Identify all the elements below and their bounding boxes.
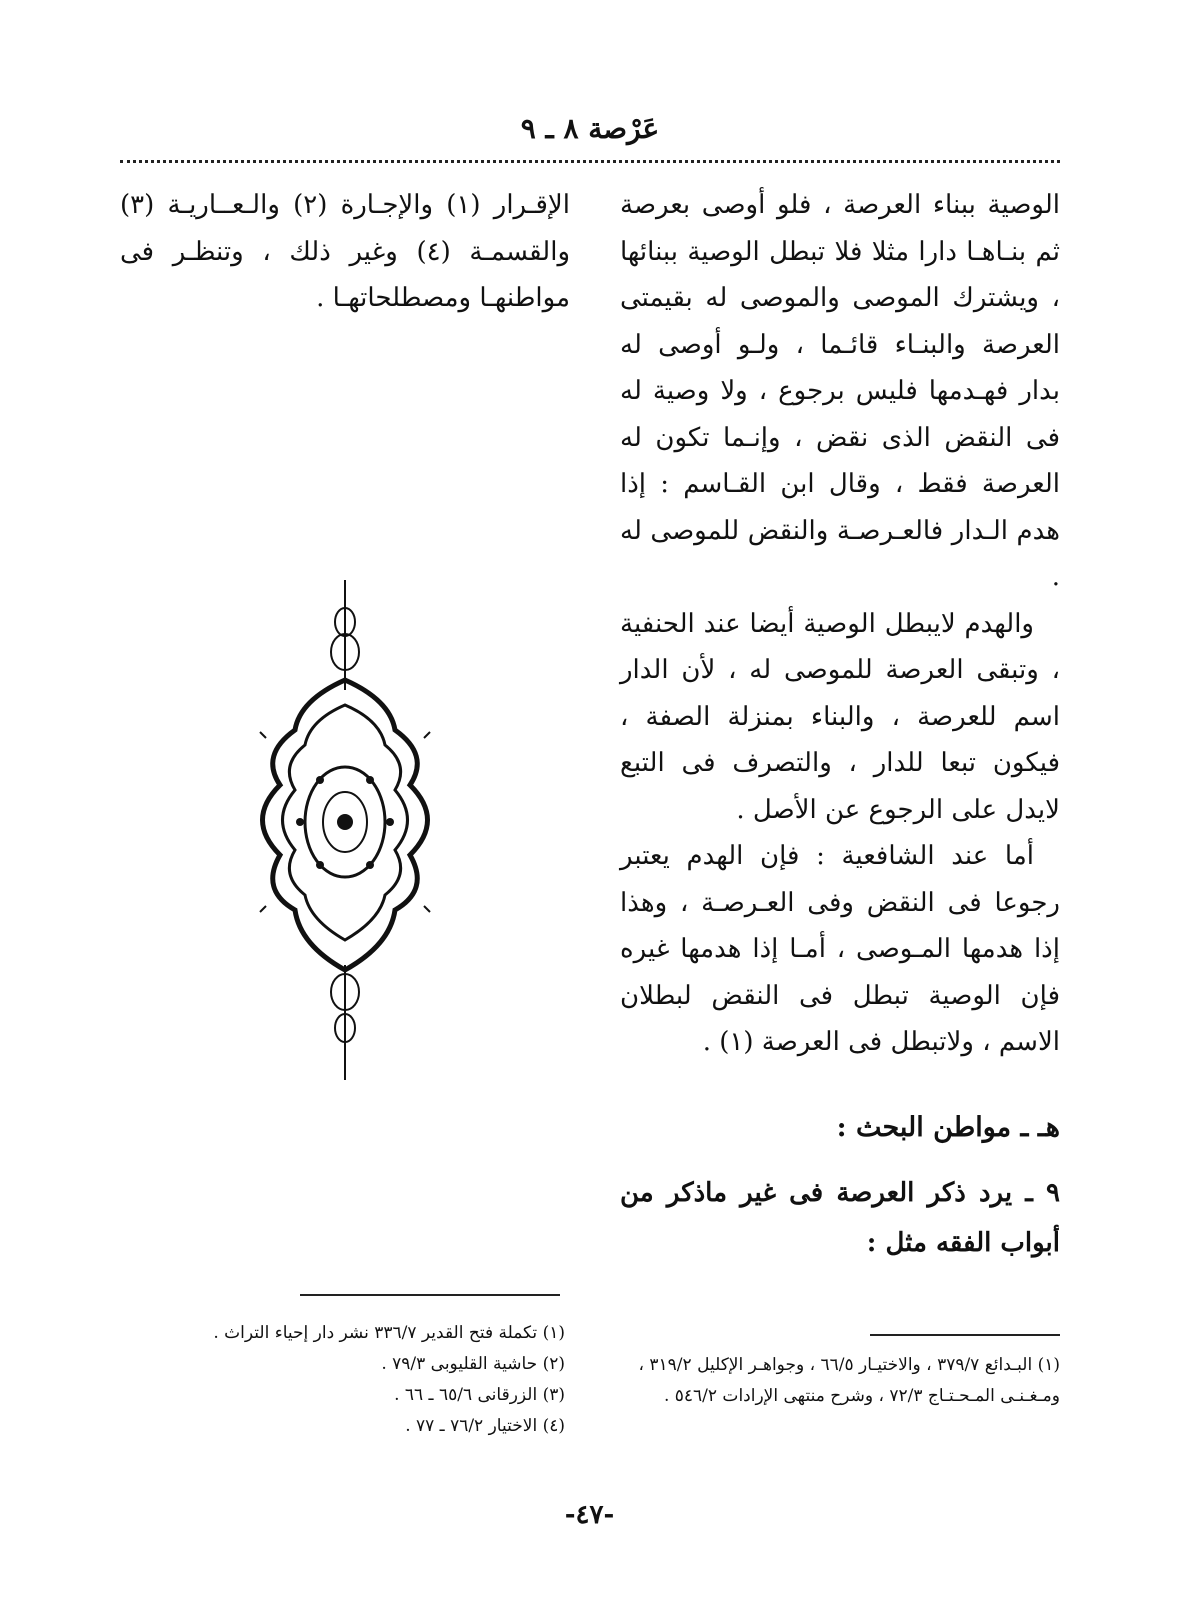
footnote: (٣) الزرقانى ٦٥/٦ ـ ٦٦ .: [394, 1385, 565, 1405]
header-dotted-divider: [120, 160, 1060, 163]
footnotes-left: [120, 1318, 565, 1442]
right-column: [620, 182, 1060, 1066]
left-column: [120, 182, 570, 322]
footnote: (٢) حاشية القليوبى ٧٩/٣ .: [381, 1354, 565, 1374]
paragraph: أما عند الشافعية : فإن الهدم يعتبر رجوعا فى النقض وفى العـرصـة ، وهذا إذا هدمها المـوصى ، أمـا إذا هدمها غيره فإن الوصية تبطل فى النقض لبطلان الاسم ، ولاتبطل فى العرصة (١) .: [620, 841, 1060, 1057]
page-number: -٤٧-: [564, 1500, 615, 1530]
section-heading: هـ ـ مواطن البحث :: [836, 1112, 1060, 1143]
paragraph: والهدم لايبطل الوصية أيضا عند الحنفية ، وتبقى العرصة للموصى له ، لأن الدار اسم للعرصة ، والبناء بمنزلة الصفة ، فيكون تبعا للدار ، والتصرف فى التبع لايدل على الرجوع عن الأصل .: [620, 608, 1060, 825]
footnote: (١) تكملة فتح القدير ٣٣٦/٧ نشر دار إحياء التراث .: [213, 1323, 565, 1343]
paragraph: الإقـرار (١) والإجـارة (٢) والـعــاريـة (٣) والقسمـة (٤) وغير ذلك ، وتنظـر فى مواطنهـا ومصطلحاتهـا .: [120, 190, 570, 313]
footnote-divider-right: [870, 1334, 1060, 1336]
footnote-divider-left: [300, 1294, 560, 1296]
footnote: (١) البـدائع ٣٧٩/٧ ، والاختيـار ٦٦/٥ ، وجواهـر الإكليل ٣١٩/٢ ، ومـغـنـى المـحـتـاج ٧٢/٣ ، وشرح منتهى الإرادات ٥٤٦/٢ .: [638, 1355, 1060, 1406]
footnote: (٤) الاختيار ٧٦/٢ ـ ٧٧ .: [405, 1416, 565, 1436]
footnotes-right: [620, 1350, 1060, 1412]
ornament-icon: [240, 580, 450, 1080]
paragraph: الوصية ببناء العرصة ، فلو أوصى بعرصة ثم بنـاهـا دارا مثلا فلا تبطل الوصية ببنائها ، ويشترك الموصى والموصى له بقيمتى العرصة والبنـاء قائـما ، ولـو أوصى له بدار فهـدمها فليس برجوع ، ولا وصية له فى النقض الذى نقض ، وإنـما تكون له العرصة فقط ، وقال ابن القـاسم : إذا هدم الـدار فالعـرصـة والنقض للموصى له .: [620, 190, 1060, 592]
section-paragraph: ٩ ـ يرد ذكر العرصة فى غير ماذكر من أبواب الفقه مثل :: [620, 1178, 1060, 1258]
page-header-title: عَرْصة ٨ ـ ٩: [520, 112, 660, 145]
